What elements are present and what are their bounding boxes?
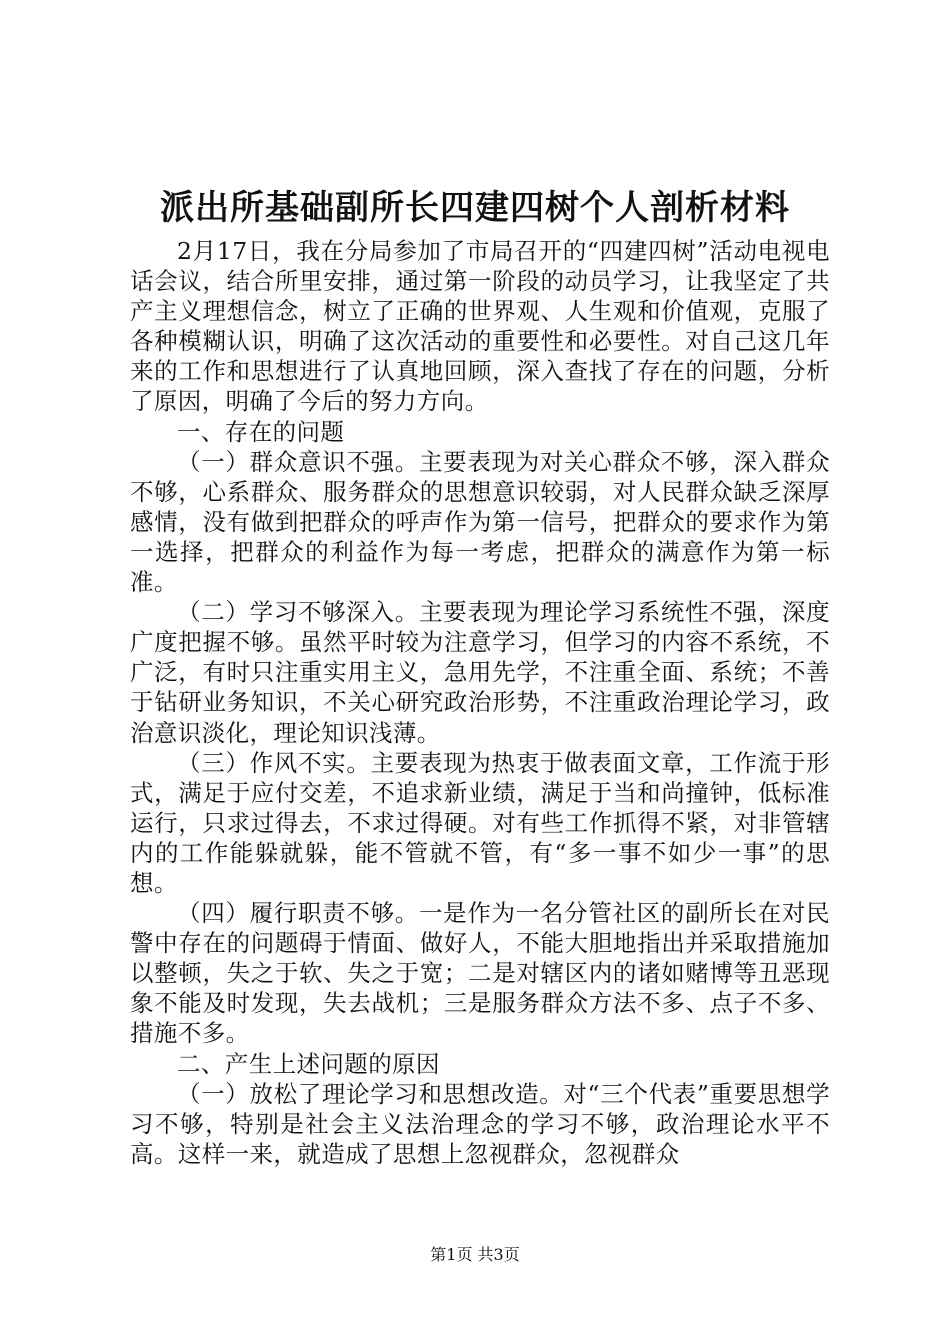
page-total: 共3页 <box>477 1245 520 1264</box>
problem-paragraph-4: （四）履行职责不够。一是作为一名分管社区的副所长在对民警中存在的问题碍于情面、做好人，不能大胆地指出并采取措施加以整顿，失之于软、失之于宽；二是对辖区内的诸如赌博等丑恶现象不能及时发现，失去战机；三是服务群众方法不多、点子不多、措施不多。 <box>130 899 830 1048</box>
problem-paragraph-2: （二）学习不够深入。主要表现为理论学习系统性不强，深度广度把握不够。虽然平时较为注意学习，但学习的内容不系统，不广泛，有时只注重实用主义，急用先学，不注重全面、系统；不善于钻研业务知识，不关心研究政治形势，不注重政治理论学习，政治意识淡化，理论知识浅薄。 <box>130 598 830 747</box>
document-body <box>130 236 830 1169</box>
cause-paragraph-1: （一）放松了理论学习和思想改造。对“三个代表”重要思想学习不够，特别是社会主义法治理念的学习不够，政治理论水平不高。这样一来，就造成了思想上忽视群众，忽视群众 <box>130 1079 830 1168</box>
document-title: 派出所基础副所长四建四树个人剖析材料 <box>160 188 790 228</box>
section-heading-causes: 二、产生上述问题的原因 <box>177 1049 440 1078</box>
intro-paragraph: 2月17日，我在分局参加了市局召开的“四建四树”活动电视电话会议，结合所里安排，通过第一阶段的动员学习，让我坚定了共产主义理想信念，树立了正确的世界观、人生观和价值观，克服了各种模糊认识，明确了这次活动的重要性和必要性。对自己这几年来的工作和思想进行了认真地回顾，深入查找了存在的问题，分析了原因，明确了今后的努力方向。 <box>130 237 830 416</box>
problem-paragraph-3: （三）作风不实。主要表现为热衷于做表面文章，工作流于形式，满足于应付交差，不追求新业绩，满足于当和尚撞钟，低标准运行，只求过得去，不求过得硬。对有些工作抓得不紧，对非管辖内的工作能躲就躲，能不管就不管，有“多一事不如少一事”的思想。 <box>130 748 830 897</box>
problem-paragraph-1: （一）群众意识不强。主要表现为对关心群众不够，深入群众不够，心系群众、服务群众的思想意识较弱，对人民群众缺乏深厚感情，没有做到把群众的呼声作为第一信号，把群众的要求作为第一选择，把群众的利益作为每一考虑，把群众的满意作为第一标准。 <box>130 447 830 597</box>
section-heading-problems: 一、存在的问题 <box>177 417 345 446</box>
page-number: 第1页 <box>430 1245 473 1264</box>
page-footer <box>0 1244 950 1266</box>
